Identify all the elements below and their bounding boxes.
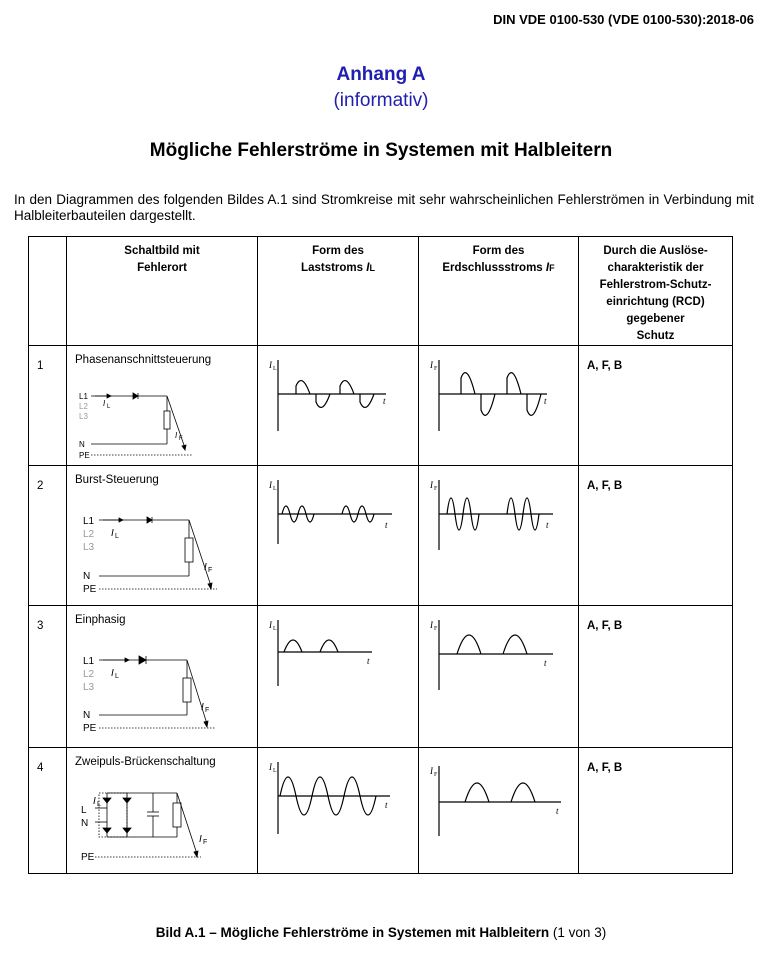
circuit-label: Phasenanschnittsteuerung (75, 354, 212, 366)
table-header-row (29, 237, 733, 346)
header-protection-line2: charakteristik der (607, 262, 704, 274)
label-il-sub: L (115, 533, 119, 540)
circuit-diagram-phase-control (67, 366, 257, 461)
label-if: I (204, 562, 207, 573)
section-title: Mögliche Fehlerströme in Systemen mit Halbleitern (149, 140, 613, 161)
header-fault-text: Erdschlussstroms (442, 262, 543, 274)
row-number: 4 (29, 748, 67, 874)
header-circuit-line2: Fehlerort (137, 262, 187, 274)
graph-label-t: t (544, 396, 547, 406)
label-n: N (79, 440, 85, 449)
header-number (29, 237, 67, 346)
graph-label-il-sub: L (273, 366, 277, 372)
fault-current-graph-1 (419, 346, 578, 464)
header-circuit-line1: Schaltbild mit (124, 245, 200, 257)
table-row (29, 748, 733, 874)
graph-label-il-sub: L (273, 486, 277, 492)
label-l: L (81, 805, 87, 816)
label-il-sub: L (107, 404, 111, 410)
graph-label-if: I (430, 360, 433, 370)
circuit-diagram-single-phase (67, 626, 257, 741)
header-load-line2 (258, 260, 418, 277)
label-l3: L3 (83, 682, 95, 693)
graph-label-if-sub: F (434, 366, 438, 372)
label-n: N (81, 818, 89, 829)
protection-value: A, F, B (579, 466, 733, 606)
graph-label-t: t (367, 656, 370, 666)
label-pe: PE (83, 723, 97, 734)
row-number: 2 (29, 466, 67, 606)
load-current-graph-3 (258, 606, 418, 746)
header-load-text: Laststroms (301, 262, 364, 274)
load-current-cell (258, 346, 419, 466)
fault-current-graph-4 (419, 748, 578, 872)
graph-label-il: I (269, 762, 272, 772)
header-load-line1: Form des (312, 245, 364, 257)
circuit-label: Zweipuls-Brückenschaltung (75, 756, 216, 768)
header-load-sub: L (369, 263, 375, 273)
label-if-sub: F (208, 567, 213, 574)
label-il-sub: L (97, 801, 101, 808)
graph-label-t: t (385, 520, 388, 530)
load-current-graph-1 (258, 346, 418, 464)
table-row (29, 346, 733, 466)
graph-label-if-sub: F (434, 486, 438, 492)
graph-label-il: I (269, 360, 272, 370)
circuit-label: Burst-Steuerung (75, 474, 159, 486)
table-row (29, 466, 733, 606)
standard-designation: DIN VDE 0100-530 (VDE 0100-530):2018-06 (493, 12, 754, 27)
intro-paragraph: In den Diagrammen des folgenden Bildes A.1 sind Stromkreise mit sehr wahrscheinlichen Fehlerströmen in Verbindung mit Halbleiterbauteilen dargestellt. (14, 192, 754, 223)
label-l3: L3 (83, 542, 95, 553)
circuit-diagram-bridge-rectifier (67, 768, 257, 868)
header-fault-line2 (419, 260, 578, 277)
label-if: I (175, 431, 178, 440)
caption-page: (1 von 3) (552, 925, 607, 940)
header-load-symbol: I (366, 262, 370, 274)
annex-title: Anhang A (336, 64, 426, 85)
label-pe: PE (83, 584, 97, 595)
graph-label-if-sub: F (434, 626, 438, 632)
graph-label-t: t (556, 806, 559, 816)
annex-subtitle: (informativ) (333, 90, 429, 111)
header-protection-line1: Durch die Auslöse- (603, 245, 708, 257)
label-l1: L1 (83, 516, 95, 527)
label-il-sub: L (115, 673, 119, 680)
load-current-cell (258, 466, 419, 606)
label-n: N (83, 710, 91, 721)
header-fault-line1: Form des (472, 245, 525, 257)
label-if-sub: F (179, 436, 183, 442)
label-il: I (103, 399, 106, 408)
fault-current-cell (419, 346, 579, 466)
label-il: I (111, 528, 114, 539)
graph-label-il: I (269, 620, 272, 630)
graph-label-t: t (383, 396, 386, 406)
protection-value: A, F, B (579, 346, 733, 466)
label-l1: L1 (79, 392, 88, 401)
caption-bold: Bild A.1 – Mögliche Fehlerströme in Systemen mit Halbleitern (155, 925, 550, 940)
header-earth-fault-current (419, 237, 579, 346)
header-protection-line5: gegebener (626, 313, 685, 325)
row-number: 1 (29, 346, 67, 466)
label-if-sub: F (205, 707, 210, 714)
graph-label-if: I (430, 620, 433, 630)
fault-current-graph-2 (419, 466, 578, 604)
graph-label-il: I (269, 480, 272, 490)
fault-current-table (28, 236, 733, 874)
header-fault-symbol: I (545, 262, 550, 274)
graph-label-t: t (544, 658, 547, 668)
graph-label-il-sub: L (273, 768, 277, 774)
circuit-cell (67, 748, 258, 874)
label-pe: PE (79, 451, 90, 460)
fault-current-cell (419, 466, 579, 606)
label-l2: L2 (83, 669, 95, 680)
label-il: I (111, 668, 114, 679)
label-l1: L1 (83, 656, 95, 667)
header-fault-sub: F (549, 263, 555, 273)
table-row (29, 606, 733, 748)
label-l2: L2 (79, 402, 88, 411)
label-n: N (83, 571, 91, 582)
circuit-cell (67, 466, 258, 606)
circuit-cell (67, 346, 258, 466)
row-number: 3 (29, 606, 67, 748)
label-pe: PE (81, 852, 95, 863)
graph-label-t: t (546, 520, 549, 530)
label-l3: L3 (79, 412, 88, 421)
load-current-graph-2 (258, 466, 418, 604)
header-protection (579, 237, 733, 346)
label-if-sub: F (203, 839, 208, 846)
load-current-cell (258, 748, 419, 874)
label-il: I (93, 796, 96, 807)
header-protection-line6: Schutz (636, 330, 675, 342)
graph-label-if: I (430, 766, 433, 776)
header-load-current (258, 237, 419, 346)
fault-current-cell (419, 606, 579, 748)
header-protection-line4: einrichtung (RCD) (606, 296, 705, 308)
protection-value: A, F, B (579, 748, 733, 874)
circuit-diagram-burst-control (67, 486, 257, 601)
label-if: I (201, 702, 204, 713)
circuit-label: Einphasig (75, 614, 126, 626)
graph-label-t: t (385, 800, 388, 810)
load-current-cell (258, 606, 419, 748)
load-current-graph-4 (258, 748, 418, 872)
fault-current-cell (419, 748, 579, 874)
label-l2: L2 (83, 529, 95, 540)
graph-label-if: I (430, 480, 433, 490)
header-circuit (67, 237, 258, 346)
header-protection-line3: Fehlerstrom-Schutz- (599, 279, 712, 291)
figure-caption (0, 925, 762, 940)
fault-current-graph-3 (419, 606, 578, 746)
graph-label-il-sub: L (273, 626, 277, 632)
protection-value: A, F, B (579, 606, 733, 748)
label-if: I (199, 834, 202, 845)
circuit-cell (67, 606, 258, 748)
graph-label-if-sub: F (434, 772, 438, 778)
